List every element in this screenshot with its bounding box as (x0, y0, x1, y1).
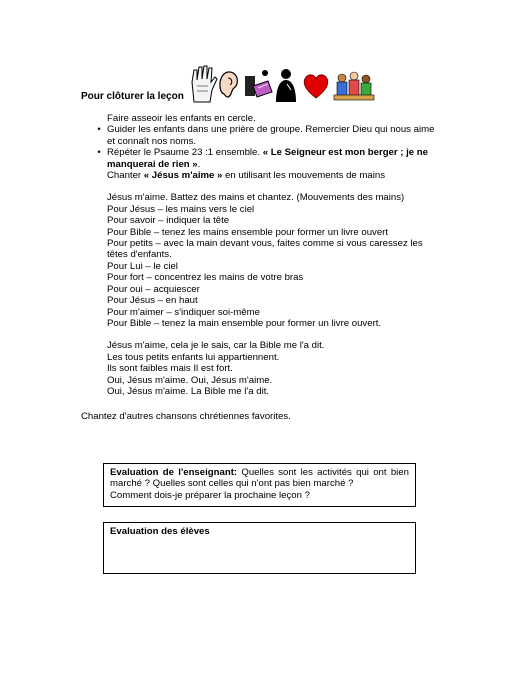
list-item (95, 124, 445, 147)
student-evaluation-box (103, 522, 416, 574)
children-group-icon (334, 72, 374, 100)
list-item: Pour petits – avec la main devant vous, faites comme si vous caressez les têtes d'enfants. (107, 238, 423, 261)
list-item: Ils sont faibles mais Il est fort. (107, 363, 233, 375)
bullet-text-end: . (197, 158, 201, 170)
list-item (95, 147, 445, 170)
lesson-content (95, 113, 445, 397)
intro-text: Faire asseoir les enfants en cercle. (107, 113, 256, 124)
list-item: Jésus m'aime. Battez des mains et chantez. (Mouvements des mains) (107, 192, 405, 204)
list-item: Pour fort – concentrez les mains de votre bras (107, 272, 304, 284)
list-item: Pour m'aimer – s'indiquer soi-même (107, 306, 260, 318)
song-lyrics (95, 340, 445, 397)
list-item: Pour Lui – le ciel (107, 260, 178, 272)
song-title: « Jésus m'aime » (143, 170, 223, 182)
list-item: Pour Jésus – en haut (107, 295, 198, 307)
bullet-text: Répéter le Psaume 23 :1 ensemble. (107, 147, 263, 159)
list-item: Pour Bible – tenez la main ensemble pour former un livre ouvert. (107, 317, 382, 329)
sing-pre: Chanter (107, 170, 144, 182)
section-heading: Pour clôturer la leçon (81, 91, 184, 102)
sing-instruction (95, 170, 445, 181)
activity-icons (188, 64, 378, 104)
list-item: Les tous petits enfants lui appartiennent. (107, 351, 280, 363)
bullet-text: Guider les enfants dans une prière de groupe. Remercier Dieu qui nous aime et connaît nos noms. (107, 124, 435, 147)
teacher-evaluation-box (103, 463, 416, 507)
bible-icon (245, 70, 272, 97)
teacher-evaluation-question: Quelles sont les activités qui ont bien marché ? Quelles sont celles qui n'ont pas bien marché ? (110, 467, 409, 490)
list-item: Pour oui – acquiescer (107, 283, 200, 295)
closing-instruction: Chantez d'autres chansons chrétiennes favorites. (81, 411, 291, 422)
list-item: Oui, Jésus m'aime. La Bible me l'a dit. (107, 385, 270, 397)
hand-icon (192, 66, 217, 102)
bullet-dot: • (97, 124, 101, 136)
teacher-evaluation-question-2: Comment dois-je préparer la prochaine leçon ? (110, 489, 310, 501)
list-item: Jésus m'aime, cela je le sais, car la Bible me l'a dit. (107, 340, 325, 352)
student-evaluation-title: Evaluation des élèves (110, 526, 210, 537)
ear-icon (220, 72, 237, 97)
list-item: Pour Jésus – les mains vers le ciel (107, 203, 255, 215)
song-movements (95, 192, 445, 329)
heart-icon (304, 75, 328, 98)
teacher-evaluation-text (110, 467, 409, 490)
praying-person-icon (276, 69, 296, 102)
list-item: Pour savoir – indiquer la tête (107, 215, 230, 227)
list-item: Pour Bible – tenez les mains ensemble pour former un livre ouvert (107, 226, 389, 238)
sing-post: en utilisant les mouvements de mains (222, 170, 385, 182)
teacher-evaluation-title: Evaluation de l'enseignant: (110, 467, 238, 478)
bullet-dot: • (97, 147, 101, 159)
psalm-quote: « Le Seigneur est mon berger ; je ne manquerai de rien » (107, 147, 429, 170)
list-item: Oui, Jésus m'aime. Oui, Jésus m'aime. (107, 374, 273, 386)
